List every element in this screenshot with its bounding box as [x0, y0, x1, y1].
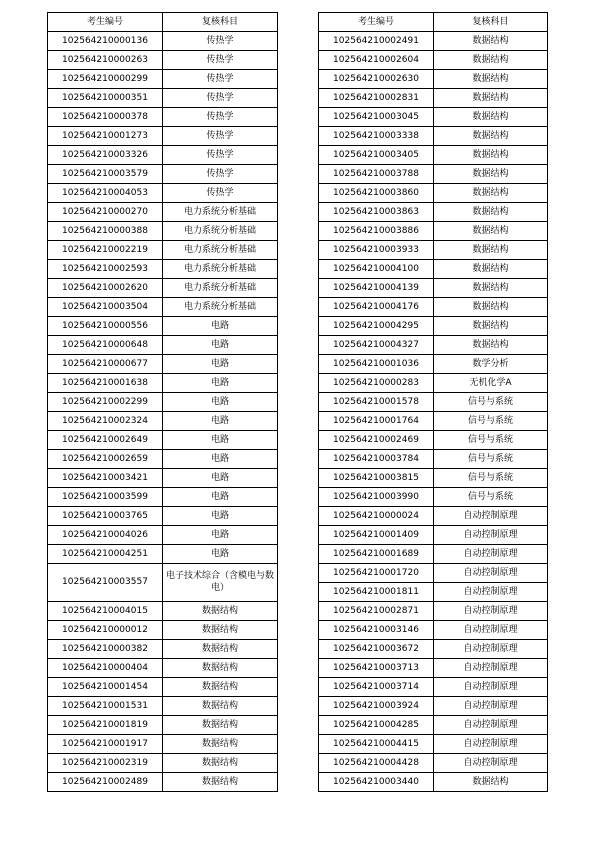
table-row	[319, 697, 548, 716]
header-review-subject: 复核科目	[163, 13, 278, 32]
table-row	[48, 526, 278, 545]
review-subject-cell: 自动控制原理	[434, 583, 548, 602]
table-row	[319, 678, 548, 697]
candidate-id-cell: 102564210002469	[319, 431, 434, 450]
candidate-id-cell: 102564210001811	[319, 583, 434, 602]
candidate-id-cell: 102564210003815	[319, 469, 434, 488]
review-subject-cell: 电路	[163, 412, 278, 431]
candidate-id-cell: 102564210001454	[48, 678, 163, 697]
table-row	[319, 431, 548, 450]
candidate-id-cell: 102564210003863	[319, 203, 434, 222]
review-subject-cell: 数据结构	[434, 32, 548, 51]
table-row	[319, 488, 548, 507]
candidate-id-cell: 102564210002604	[319, 51, 434, 70]
table-row	[319, 32, 548, 51]
review-subject-cell: 数据结构	[163, 773, 278, 792]
review-subject-cell: 信号与系统	[434, 431, 548, 450]
table-row	[319, 374, 548, 393]
candidate-id-cell: 102564210004327	[319, 336, 434, 355]
candidate-id-cell: 102564210003860	[319, 184, 434, 203]
candidate-id-cell: 102564210003405	[319, 146, 434, 165]
review-subject-cell: 电力系统分析基础	[163, 241, 278, 260]
review-subject-cell: 自动控制原理	[434, 621, 548, 640]
table-row	[319, 298, 548, 317]
candidate-id-cell: 102564210002871	[319, 602, 434, 621]
candidate-id-cell: 102564210004100	[319, 260, 434, 279]
review-subject-cell: 传热学	[163, 51, 278, 70]
table-row	[319, 469, 548, 488]
candidate-id-cell: 102564210001036	[319, 355, 434, 374]
review-subject-cell: 传热学	[163, 127, 278, 146]
review-subject-cell: 电路	[163, 355, 278, 374]
table-row	[319, 507, 548, 526]
candidate-id-cell: 102564210004053	[48, 184, 163, 203]
table-row	[48, 89, 278, 108]
table-row	[319, 526, 548, 545]
review-subject-cell: 自动控制原理	[434, 716, 548, 735]
review-subject-cell: 数据结构	[163, 621, 278, 640]
candidate-id-cell: 102564210003326	[48, 146, 163, 165]
table-row	[48, 127, 278, 146]
candidate-id-cell: 102564210001638	[48, 374, 163, 393]
candidate-id-cell: 102564210002219	[48, 241, 163, 260]
header-candidate-id: 考生编号	[48, 13, 163, 32]
candidate-id-cell: 102564210000378	[48, 108, 163, 127]
table-row	[48, 241, 278, 260]
review-subject-cell: 电力系统分析基础	[163, 203, 278, 222]
candidate-id-cell: 102564210000012	[48, 621, 163, 640]
candidate-id-cell: 102564210000382	[48, 640, 163, 659]
candidate-id-cell: 102564210002593	[48, 260, 163, 279]
table-row	[319, 735, 548, 754]
candidate-id-cell: 102564210000351	[48, 89, 163, 108]
review-subject-cell: 电路	[163, 488, 278, 507]
review-subject-cell: 数据结构	[163, 754, 278, 773]
review-subject-cell: 电路	[163, 336, 278, 355]
candidate-id-cell: 102564210000136	[48, 32, 163, 51]
table-row	[319, 602, 548, 621]
table-row	[319, 583, 548, 602]
table-row	[48, 108, 278, 127]
candidate-id-cell: 102564210003784	[319, 450, 434, 469]
review-subject-cell: 传热学	[163, 146, 278, 165]
table-row	[319, 621, 548, 640]
candidate-id-cell: 102564210000677	[48, 355, 163, 374]
review-subject-cell: 数据结构	[434, 165, 548, 184]
candidate-id-cell: 102564210001531	[48, 697, 163, 716]
table-row	[48, 298, 278, 317]
candidate-id-cell: 102564210003599	[48, 488, 163, 507]
candidate-id-cell: 102564210000404	[48, 659, 163, 678]
review-subject-cell: 传热学	[163, 32, 278, 51]
review-subject-cell: 电路	[163, 507, 278, 526]
review-subject-cell: 数学分析	[434, 355, 548, 374]
table-row	[319, 203, 548, 222]
review-subject-cell: 数据结构	[163, 716, 278, 735]
review-subject-cell: 自动控制原理	[434, 678, 548, 697]
review-subject-cell: 自动控制原理	[434, 640, 548, 659]
table-row	[319, 279, 548, 298]
review-subject-cell: 自动控制原理	[434, 735, 548, 754]
table-row	[319, 716, 548, 735]
review-subject-cell: 信号与系统	[434, 469, 548, 488]
table-row	[48, 602, 278, 621]
table-row	[48, 412, 278, 431]
table-row	[48, 678, 278, 697]
review-subject-cell: 信号与系统	[434, 488, 548, 507]
review-subject-cell: 电路	[163, 450, 278, 469]
candidate-id-cell: 102564210003765	[48, 507, 163, 526]
review-subject-cell: 电力系统分析基础	[163, 260, 278, 279]
right-review-table	[318, 12, 548, 792]
candidate-id-cell: 102564210003886	[319, 222, 434, 241]
candidate-id-cell: 102564210000024	[319, 507, 434, 526]
table-row	[48, 640, 278, 659]
candidate-id-cell: 102564210004428	[319, 754, 434, 773]
candidate-id-cell: 102564210003714	[319, 678, 434, 697]
table-row	[319, 450, 548, 469]
review-subject-cell: 传热学	[163, 89, 278, 108]
review-subject-cell: 自动控制原理	[434, 697, 548, 716]
review-subject-cell: 自动控制原理	[434, 602, 548, 621]
candidate-id-cell: 102564210002299	[48, 393, 163, 412]
candidate-id-cell: 102564210003557	[48, 564, 163, 602]
candidate-id-cell: 102564210002630	[319, 70, 434, 89]
table-row	[319, 773, 548, 792]
table-row	[48, 469, 278, 488]
candidate-id-cell: 102564210003990	[319, 488, 434, 507]
candidate-id-cell: 102564210003924	[319, 697, 434, 716]
candidate-id-cell: 102564210002659	[48, 450, 163, 469]
header-row	[48, 13, 278, 32]
candidate-id-cell: 102564210001917	[48, 735, 163, 754]
review-subject-cell: 数据结构	[434, 317, 548, 336]
table-row	[319, 260, 548, 279]
table-row	[48, 507, 278, 526]
review-subject-cell: 无机化学A	[434, 374, 548, 393]
candidate-id-cell: 102564210001409	[319, 526, 434, 545]
review-subject-cell: 数据结构	[434, 773, 548, 792]
table-row	[48, 146, 278, 165]
review-subject-cell: 传热学	[163, 184, 278, 203]
review-subject-cell: 自动控制原理	[434, 507, 548, 526]
candidate-id-cell: 102564210002489	[48, 773, 163, 792]
table-row	[48, 260, 278, 279]
review-subject-cell: 数据结构	[434, 184, 548, 203]
table-row	[319, 355, 548, 374]
review-subject-cell: 自动控制原理	[434, 545, 548, 564]
table-row	[48, 165, 278, 184]
table-row	[319, 51, 548, 70]
table-row	[319, 754, 548, 773]
review-subject-cell: 信号与系统	[434, 412, 548, 431]
candidate-id-cell: 102564210004015	[48, 602, 163, 621]
review-subject-cell: 数据结构	[434, 298, 548, 317]
table-row	[319, 146, 548, 165]
candidate-id-cell: 102564210003045	[319, 108, 434, 127]
candidate-id-cell: 102564210000388	[48, 222, 163, 241]
review-subject-cell: 信号与系统	[434, 450, 548, 469]
candidate-id-cell: 102564210003788	[319, 165, 434, 184]
table-row	[319, 127, 548, 146]
left-review-table	[47, 12, 278, 792]
candidate-id-cell: 102564210004415	[319, 735, 434, 754]
review-subject-cell: 自动控制原理	[434, 526, 548, 545]
candidate-id-cell: 102564210003146	[319, 621, 434, 640]
review-subject-cell: 数据结构	[434, 146, 548, 165]
table-row	[319, 222, 548, 241]
review-subject-cell: 传热学	[163, 165, 278, 184]
candidate-id-cell: 102564210002491	[319, 32, 434, 51]
table-row	[48, 545, 278, 564]
table-row	[319, 184, 548, 203]
table-row	[48, 393, 278, 412]
table-row	[48, 51, 278, 70]
table-row	[319, 659, 548, 678]
review-subject-cell: 数据结构	[434, 279, 548, 298]
table-row	[319, 336, 548, 355]
table-row	[319, 545, 548, 564]
candidate-id-cell: 102564210004139	[319, 279, 434, 298]
candidate-id-cell: 102564210003338	[319, 127, 434, 146]
header-row	[319, 13, 548, 32]
table-row	[319, 393, 548, 412]
candidate-id-cell: 102564210003933	[319, 241, 434, 260]
review-subject-cell: 自动控制原理	[434, 754, 548, 773]
review-subject-cell: 数据结构	[163, 678, 278, 697]
candidate-id-cell: 102564210001689	[319, 545, 434, 564]
review-subject-cell: 电子技术综合（含模电与数电）	[163, 564, 278, 602]
review-subject-cell: 传热学	[163, 108, 278, 127]
candidate-id-cell: 102564210001764	[319, 412, 434, 431]
table-row	[319, 317, 548, 336]
table-row	[48, 222, 278, 241]
review-subject-cell: 数据结构	[434, 336, 548, 355]
candidate-id-cell: 102564210002649	[48, 431, 163, 450]
review-subject-cell: 电路	[163, 545, 278, 564]
review-subject-cell: 电力系统分析基础	[163, 222, 278, 241]
candidate-id-cell: 102564210003713	[319, 659, 434, 678]
candidate-id-cell: 102564210002831	[319, 89, 434, 108]
table-row	[48, 450, 278, 469]
candidate-id-cell: 102564210001720	[319, 564, 434, 583]
table-row	[48, 621, 278, 640]
candidate-id-cell: 102564210002319	[48, 754, 163, 773]
review-subject-cell: 电路	[163, 526, 278, 545]
table-row	[319, 89, 548, 108]
table-row	[319, 70, 548, 89]
review-subject-cell: 信号与系统	[434, 393, 548, 412]
candidate-id-cell: 102564210003579	[48, 165, 163, 184]
review-subject-cell: 数据结构	[163, 735, 278, 754]
review-subject-cell: 数据结构	[434, 222, 548, 241]
review-subject-cell: 电路	[163, 374, 278, 393]
candidate-id-cell: 102564210004026	[48, 526, 163, 545]
table-row	[48, 184, 278, 203]
review-subject-cell: 数据结构	[163, 640, 278, 659]
table-row	[48, 355, 278, 374]
candidate-id-cell: 102564210001273	[48, 127, 163, 146]
table-row	[48, 564, 278, 602]
candidate-id-cell: 102564210000556	[48, 317, 163, 336]
review-subject-cell: 电路	[163, 431, 278, 450]
review-subject-cell: 数据结构	[434, 241, 548, 260]
table-row	[48, 203, 278, 222]
table-row	[48, 374, 278, 393]
review-subject-cell: 数据结构	[163, 602, 278, 621]
table-row	[48, 336, 278, 355]
candidate-id-cell: 102564210004295	[319, 317, 434, 336]
candidate-id-cell: 102564210004285	[319, 716, 434, 735]
candidate-id-cell: 102564210000270	[48, 203, 163, 222]
table-row	[48, 697, 278, 716]
table-row	[48, 716, 278, 735]
table-row	[319, 241, 548, 260]
review-subject-cell: 电路	[163, 393, 278, 412]
table-row	[48, 773, 278, 792]
table-row	[48, 659, 278, 678]
review-subject-cell: 数据结构	[434, 89, 548, 108]
table-row	[319, 564, 548, 583]
review-subject-cell: 电力系统分析基础	[163, 279, 278, 298]
review-subject-cell: 数据结构	[163, 659, 278, 678]
table-row	[48, 431, 278, 450]
candidate-id-cell: 102564210000648	[48, 336, 163, 355]
table-row	[48, 317, 278, 336]
review-subject-cell: 数据结构	[434, 203, 548, 222]
candidate-id-cell: 102564210000263	[48, 51, 163, 70]
review-subject-cell: 自动控制原理	[434, 564, 548, 583]
table-row	[319, 640, 548, 659]
candidate-id-cell: 102564210003672	[319, 640, 434, 659]
header-candidate-id: 考生编号	[319, 13, 434, 32]
table-row	[48, 754, 278, 773]
candidate-id-cell: 102564210002620	[48, 279, 163, 298]
table-row	[48, 735, 278, 754]
review-subject-cell: 数据结构	[434, 127, 548, 146]
candidate-id-cell: 102564210003421	[48, 469, 163, 488]
review-subject-cell: 自动控制原理	[434, 659, 548, 678]
candidate-id-cell: 102564210001578	[319, 393, 434, 412]
table-row	[48, 488, 278, 507]
review-subject-cell: 电力系统分析基础	[163, 298, 278, 317]
candidate-id-cell: 102564210000283	[319, 374, 434, 393]
table-row	[48, 279, 278, 298]
review-subject-cell: 电路	[163, 317, 278, 336]
candidate-id-cell: 102564210004251	[48, 545, 163, 564]
table-row	[48, 70, 278, 89]
candidate-id-cell: 102564210000299	[48, 70, 163, 89]
review-subject-cell: 数据结构	[163, 697, 278, 716]
review-subject-cell: 电路	[163, 469, 278, 488]
table-row	[319, 108, 548, 127]
review-subject-cell: 传热学	[163, 70, 278, 89]
candidate-id-cell: 102564210003440	[319, 773, 434, 792]
table-row	[319, 165, 548, 184]
review-subject-cell: 数据结构	[434, 51, 548, 70]
candidate-id-cell: 102564210003504	[48, 298, 163, 317]
candidate-id-cell: 102564210002324	[48, 412, 163, 431]
table-row	[319, 412, 548, 431]
table-row	[48, 32, 278, 51]
candidate-id-cell: 102564210001819	[48, 716, 163, 735]
review-subject-cell: 数据结构	[434, 108, 548, 127]
review-subject-cell: 数据结构	[434, 260, 548, 279]
header-review-subject: 复核科目	[434, 13, 548, 32]
review-subject-cell: 数据结构	[434, 70, 548, 89]
candidate-id-cell: 102564210004176	[319, 298, 434, 317]
